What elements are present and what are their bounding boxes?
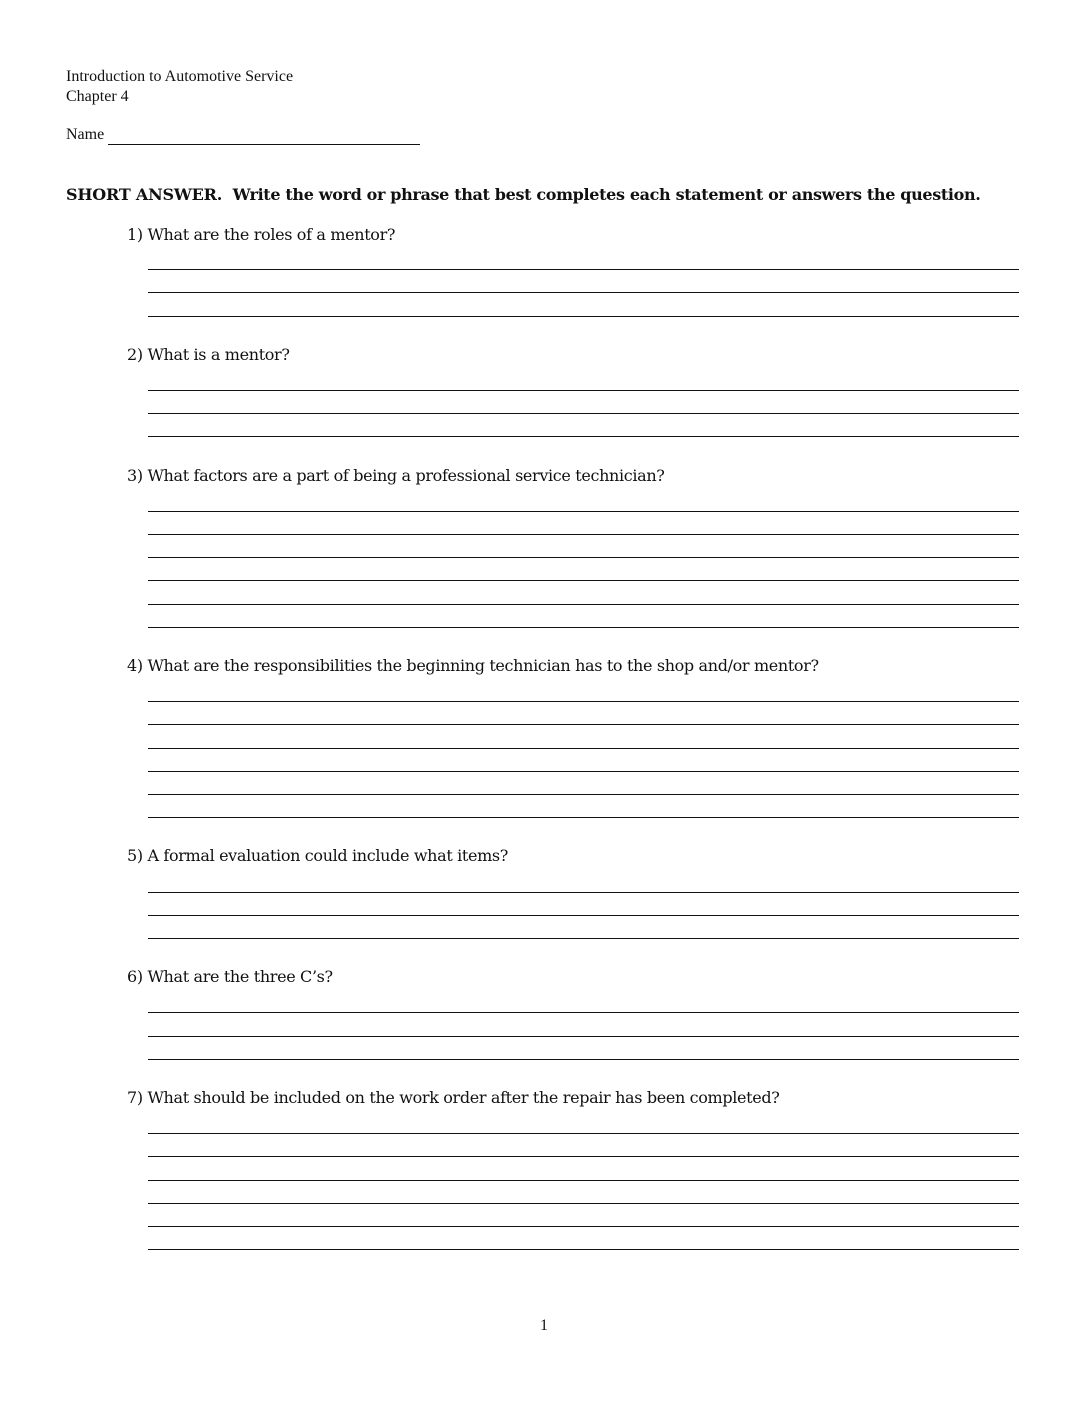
chapter-label: Chapter 4 xyxy=(66,88,129,105)
instructions-text: Write the word or phrase that best completes each statement or answers the question. xyxy=(232,185,981,204)
instructions-lead: SHORT ANSWER. xyxy=(66,185,223,204)
question-7: 7) What should be included on the work order after the repair has been completed? xyxy=(127,1088,780,1107)
answer-line-6-3[interactable] xyxy=(148,1059,1019,1060)
answer-line-2-1[interactable] xyxy=(148,390,1019,391)
answer-line-6-1[interactable] xyxy=(148,1012,1019,1013)
answer-line-1-3[interactable] xyxy=(148,316,1019,317)
answer-line-7-2[interactable] xyxy=(148,1156,1019,1157)
answer-line-4-4[interactable] xyxy=(148,771,1019,772)
answer-line-5-3[interactable] xyxy=(148,938,1019,939)
answer-line-5-2[interactable] xyxy=(148,915,1019,916)
answer-line-7-3[interactable] xyxy=(148,1180,1019,1181)
page-number: 1 xyxy=(540,1317,548,1334)
answer-line-4-3[interactable] xyxy=(148,748,1019,749)
answer-line-4-5[interactable] xyxy=(148,794,1019,795)
answer-line-3-4[interactable] xyxy=(148,580,1019,581)
answer-line-1-2[interactable] xyxy=(148,292,1019,293)
question-6: 6) What are the three C’s? xyxy=(127,967,333,986)
answer-line-4-2[interactable] xyxy=(148,724,1019,725)
name-field[interactable] xyxy=(108,144,420,145)
answer-line-5-1[interactable] xyxy=(148,892,1019,893)
answer-line-3-2[interactable] xyxy=(148,534,1019,535)
answer-line-3-5[interactable] xyxy=(148,604,1019,605)
answer-line-6-2[interactable] xyxy=(148,1036,1019,1037)
question-2: 2) What is a mentor? xyxy=(127,345,290,364)
answer-line-3-1[interactable] xyxy=(148,511,1019,512)
answer-line-3-3[interactable] xyxy=(148,557,1019,558)
question-3: 3) What factors are a part of being a professional service technician? xyxy=(127,466,665,485)
answer-line-1-1[interactable] xyxy=(148,269,1019,270)
answer-line-7-1[interactable] xyxy=(148,1133,1019,1134)
answer-line-2-2[interactable] xyxy=(148,413,1019,414)
answer-line-7-6[interactable] xyxy=(148,1249,1019,1250)
answer-line-4-6[interactable] xyxy=(148,817,1019,818)
question-1: 1) What are the roles of a mentor? xyxy=(127,225,396,244)
answer-line-7-4[interactable] xyxy=(148,1203,1019,1204)
answer-line-4-1[interactable] xyxy=(148,701,1019,702)
answer-line-7-5[interactable] xyxy=(148,1226,1019,1227)
course-title: Introduction to Automotive Service xyxy=(66,68,294,85)
question-5: 5) A formal evaluation could include what items? xyxy=(127,846,509,865)
answer-line-2-3[interactable] xyxy=(148,436,1019,437)
answer-line-3-6[interactable] xyxy=(148,627,1019,628)
name-label: Name xyxy=(66,126,105,143)
question-4: 4) What are the responsibilities the beginning technician has to the shop and/or mentor? xyxy=(127,656,819,675)
instructions xyxy=(66,185,980,205)
